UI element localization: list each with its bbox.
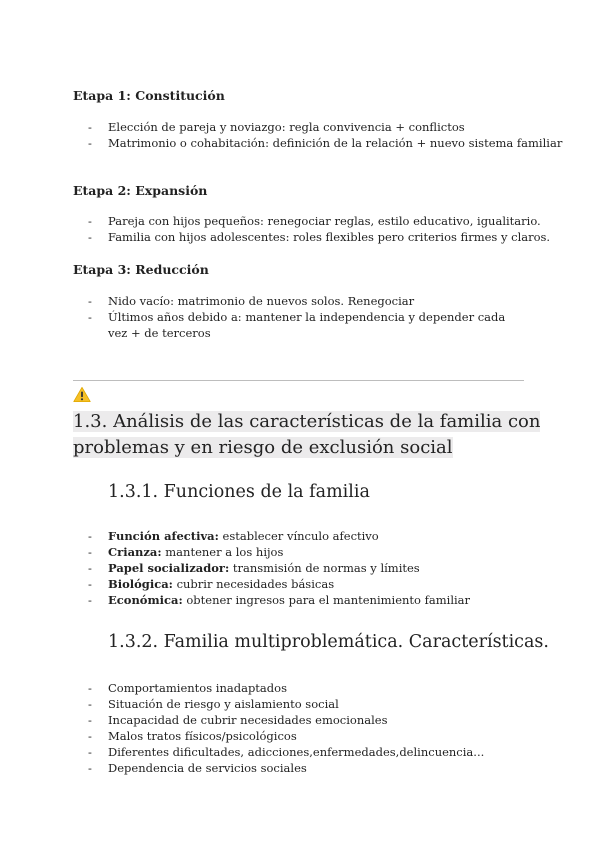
list-item: - Familia con hijos adolescentes: roles flexibles pero criterios firmes y claros. bbox=[87, 229, 537, 245]
list-item bbox=[87, 528, 537, 544]
horizontal-divider bbox=[73, 380, 524, 381]
list-item: - Nido vacío: matrimonio de nuevos solos. Renegociar bbox=[87, 293, 537, 309]
list-item: - Incapacidad de cubrir necesidades emocionales bbox=[87, 712, 537, 728]
list-item: - Dependencia de servicios sociales bbox=[87, 760, 537, 776]
function-text: transmisión de normas y límites bbox=[229, 561, 420, 575]
stage-3-list bbox=[87, 293, 537, 341]
functions-list bbox=[87, 528, 537, 608]
characteristics-list bbox=[87, 680, 537, 776]
function-term: Biológica: bbox=[108, 577, 173, 591]
list-item: - Últimos años debido a: mantener la independencia y depender cada vez + de terceros bbox=[87, 309, 528, 341]
section-title: 1.3. Análisis de las características de la familia con problemas y en riesgo de exclusión social bbox=[73, 411, 541, 458]
list-item: - Situación de riesgo y aislamiento social bbox=[87, 696, 537, 712]
list-item bbox=[87, 560, 537, 576]
list-item: - Pareja con hijos pequeños: renegociar reglas, estilo educativo, igualitario. bbox=[87, 213, 537, 229]
list-item bbox=[87, 592, 537, 608]
list-item: - Elección de pareja y noviazgo: regla convivencia + conflictos bbox=[87, 119, 537, 135]
list-item: - Malos tratos físicos/psicológicos bbox=[87, 728, 537, 744]
list-item: - Matrimonio o cohabitación: definición de la relación + nuevo sistema familiar bbox=[87, 135, 537, 151]
stage-2-list bbox=[87, 213, 551, 245]
section-heading bbox=[73, 409, 543, 461]
stage-3-title: Etapa 3: Reducción bbox=[73, 262, 209, 277]
stage-1-title: Etapa 1: Constitución bbox=[73, 88, 225, 103]
function-text: establecer vínculo afectivo bbox=[218, 529, 379, 543]
list-item: - Comportamientos inadaptados bbox=[87, 680, 537, 696]
function-text: obtener ingresos para el mantenimiento familiar bbox=[182, 593, 471, 607]
list-item: - Diferentes dificultades, adicciones,enfermedades,delincuencia... bbox=[87, 744, 537, 760]
stage-2-title: Etapa 2: Expansión bbox=[73, 183, 208, 198]
function-term: Económica: bbox=[108, 593, 183, 607]
list-item bbox=[87, 544, 537, 560]
list-item bbox=[87, 576, 537, 592]
warning-icon bbox=[73, 386, 91, 403]
function-term: Papel socializador: bbox=[108, 561, 230, 575]
function-text: cubrir necesidades básicas bbox=[172, 577, 335, 591]
stage-1-list bbox=[87, 119, 563, 151]
subsection-2-heading: 1.3.2. Familia multiproblemática. Características. bbox=[108, 632, 549, 652]
function-term: Crianza: bbox=[108, 545, 162, 559]
subsection-1-heading: 1.3.1. Funciones de la familia bbox=[108, 482, 370, 502]
function-term: Función afectiva: bbox=[108, 529, 219, 543]
function-text: mantener a los hijos bbox=[161, 545, 284, 559]
